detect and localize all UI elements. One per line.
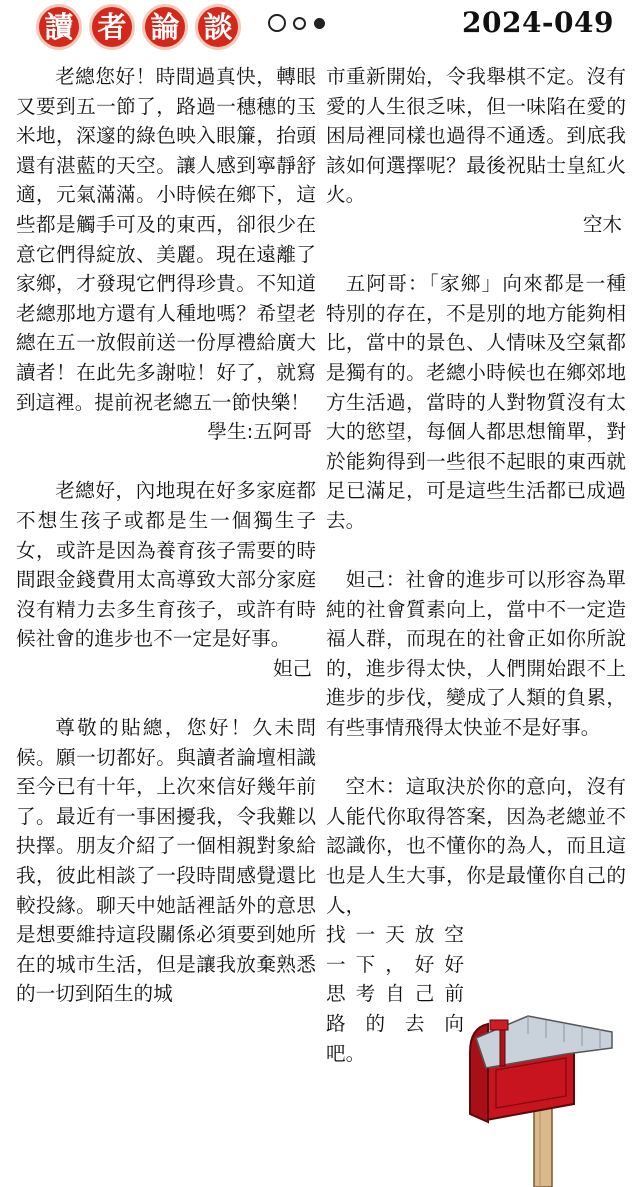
letter-signature: 學生:五阿哥 xyxy=(207,420,312,444)
title-char-badge: 論 xyxy=(142,4,188,50)
reply-line: 思考自己前 xyxy=(326,982,464,1006)
right-column xyxy=(326,62,626,1068)
circle-outline-icon xyxy=(293,17,306,30)
circle-outline-icon xyxy=(268,14,286,32)
editor-reply-1: 五阿哥：「家鄉」向來都是一種特別的存在，不是別的地方能夠相比，當中的景色、人情味及空氣都是獨有的。老總小時候也在鄉郊地方生活過，當時的人對物質沒有太大的慾望，每個人都思想簡單，對於能夠得到一些很不起眼的東西就足已滿足，可是這些生活都已成過去。 xyxy=(326,272,626,532)
reply-line: 一下，好好 xyxy=(326,952,464,976)
mailbox-icon xyxy=(466,1008,616,1187)
editor-reply-2: 妲己：社會的進步可以形容為單純的社會質素向上，當中不一定造福人群，而現在的社會正如你所說的，進步得太快，人們開始跟不上進步的步伐，變成了人類的負累，有些事情飛得太快並不是好事。 xyxy=(326,568,626,740)
circle-filled-icon xyxy=(314,18,325,29)
title-char-badge: 談 xyxy=(195,4,241,50)
reader-letter-1: 老總您好！時間過真快，轉眼又要到五一節了，路過一穗穗的玉米地，深邃的綠色映入眼簾，抬頭還有湛藍的天空。讓人感到寧靜舒適，元氣滿滿。小時候在鄉下，這些都是觸手可及的東西，卻很少在意它們得綻放、美麗。現在遠離了家鄉，才發現它們得珍貴。不知道老總那地方還有人種地嗎？希望老總在五一放假前送一份厚禮給廣大讀者！在此先多謝啦！好了，就寫到這裡。提前祝老總五一節快樂！ xyxy=(16,65,316,414)
editor-reply-3-wrapped xyxy=(326,920,464,1068)
issue-number: 2024-049 xyxy=(462,6,614,39)
reply-line: 路的去向 xyxy=(326,1012,464,1035)
title-char-badge: 讀 xyxy=(36,4,82,50)
reader-letter-2: 老總好，內地現在好多家庭都不想生孩子或都是生一個獨生子女，或許是因為養育孩子需要的時間跟金錢費用太高導致大部分家庭沒有精力去多生育孩子，或許有時候社會的進步也不一定是好事。 xyxy=(16,479,316,651)
reader-letter-3-continued: 市重新開始，令我舉棋不定。沒有愛的人生很乏味，但一味陷在愛的困局裡同樣也過得不通透。到底我該如何選擇呢？最後祝貼士皇紅火火。 xyxy=(326,65,626,207)
letter-signature: 妲己 xyxy=(272,656,312,680)
letter-signature: 空木 xyxy=(582,212,622,236)
page-header xyxy=(0,0,634,56)
reply-line: 吧。 xyxy=(326,1041,366,1065)
title-char-badge: 者 xyxy=(89,4,135,50)
reader-letter-3: 尊敬的貼總，您好！久未問候。願一切都好。與讀者論壇相識至今已有十年，上次來信好幾年前了。最近有一事困擾我，令我難以抉擇。朋友介紹了一個相親對象給我，彼此相談了一段時間感覺還比較投緣。聊天中她話裡話外的意思是想要維持這段關係必須要到她所在的城市生活，但是讓我放棄熟悉的一切到陌生的城 xyxy=(16,716,316,1006)
editor-reply-3: 空木：這取決於你的意向，沒有人能代你取得答案，因為老總並不認識你，也不懂你的為人，而且這也是人生大事，你是最懂你自己的人， xyxy=(326,775,626,917)
left-column xyxy=(16,62,316,1009)
reply-line: 找一天放空 xyxy=(326,923,464,947)
